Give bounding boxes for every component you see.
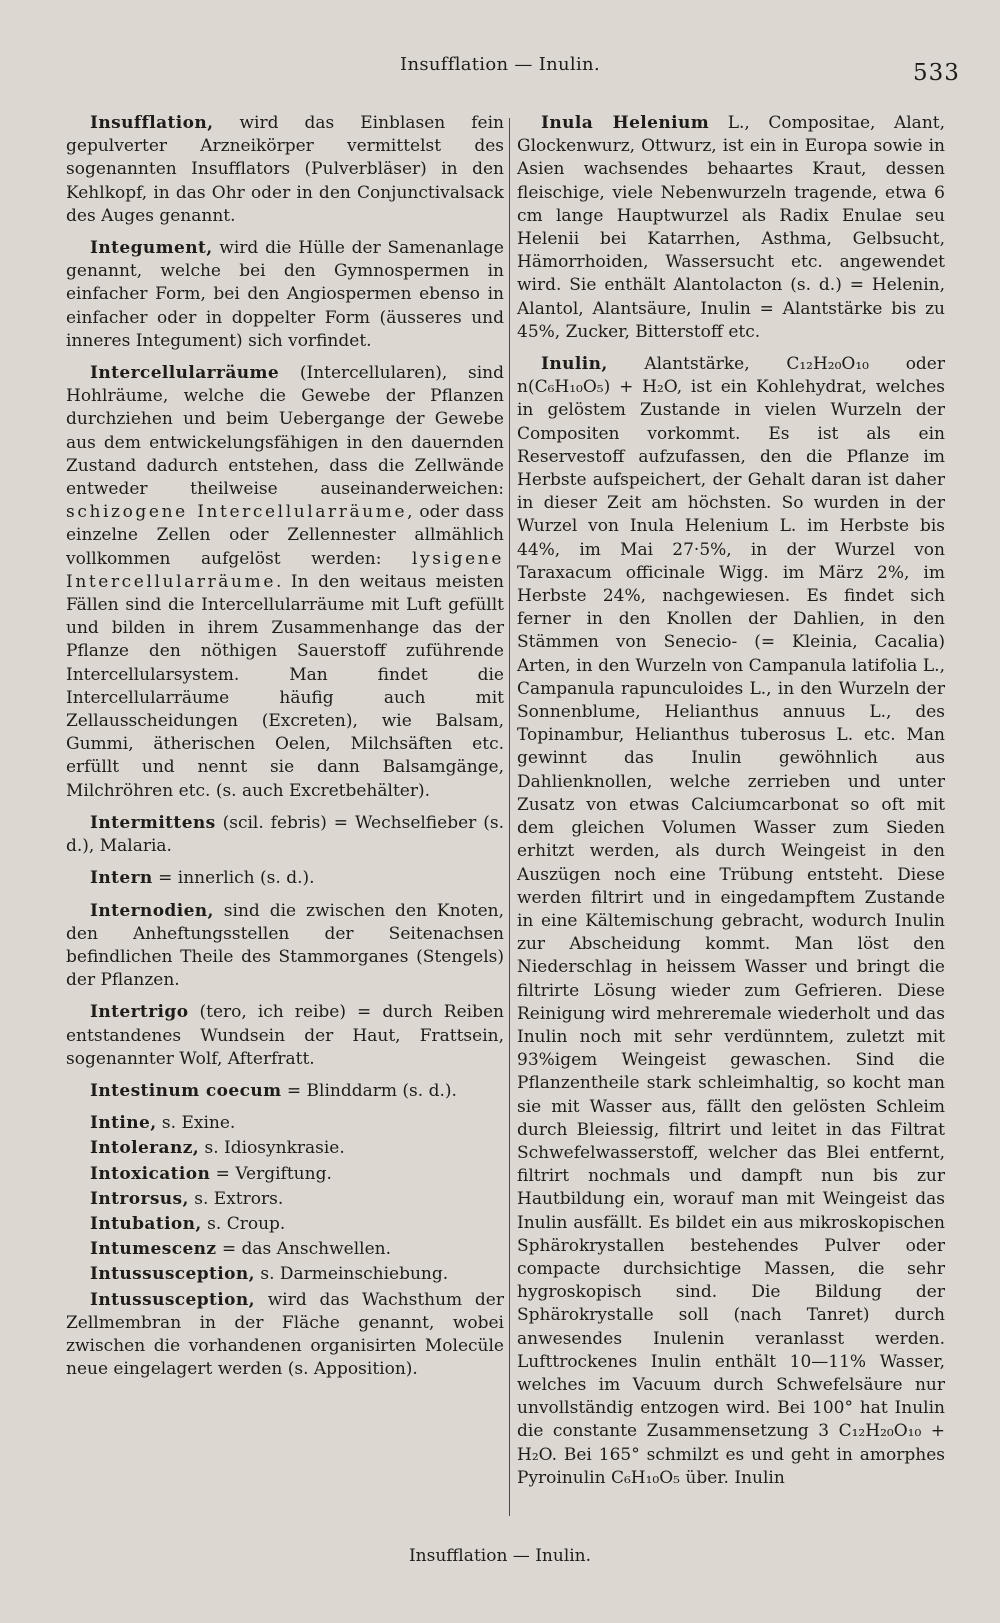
entry-intubation [66,1213,504,1236]
entry-inula-helenium [517,112,945,344]
entry-text: s. Idiosynkrasie. [199,1138,345,1159]
left-column [66,112,504,1390]
entry-text: (tero, ich reibe) = durch Reiben entstandenes Wundsein der Haut, Frattsein, sogenannter Wolf, Afterfratt. [66,1002,504,1069]
entry-text: = innerlich (s. d.). [152,868,315,889]
headword: Intumescenz [90,1239,217,1260]
headword: Intertrigo [90,1002,189,1023]
entry-introrsus [66,1188,504,1211]
entry-text: = Vergiftung. [210,1163,332,1184]
headword: Intercellularräume [90,363,280,384]
entry-text: , oder dass einzelne Zellen oder Zellennester allmählich vollkommen aufgelöst werden: [66,502,504,569]
entry-insufflation [66,112,504,228]
entry-internodien [66,900,504,993]
headword: Inula Helenium [541,113,710,133]
entry-intumescenz [66,1238,504,1261]
entry-text: (Intercellularen), sind Hohlräume, welche die Gewebe der Pflanzen durchziehen und beim Uebergange der Gewebe aus dem entwickelungsfähigen in den dauernden Zustand dadurch entstehen, dass die Zellwände entweder theilweise auseinanderweichen: [66,363,504,500]
entry-text: Alantstärke, C₁₂H₂₀O₁₀ oder n(C₆H₁₀O₅) + H₂O, ist ein Kohlehydrat, welches in gelöstem Zustande in vielen Wurzeln der Compositen vorkommt. Es ist als ein Reservestoff aufzufassen, den die Pflanze im Herbste aufspeichert, der Gehalt daran ist daher in dieser Zeit am höchsten. So wurden in der Wurzel von Inula Helenium L. im Herbste bis 44%, im Mai 27·5%, in der Wurzel von Taraxacum officinale Wigg. im März 2%, im Herbste 24%, nachgewiesen. Es findet sich ferner in den Knollen der Dahlien, in den Stämmen von Senecio- (= Kleinia, Cacalia) Arten, in den Wurzeln von Campanula latifolia L., Campanula rapunculoides L., in den Wurzeln der Sonnenblume, Helianthus annuus L., des Topinambur, Helianthus tuberosus L. etc. Man gewinnt das Inulin gewöhnlich aus Dahlienknollen, welche zerrieben und unter Zusatz von etwas Calciumcarbonat so oft mit dem gleichen Volumen Wasser zum Sieden erhitzt werden, als durch Weingeist in den Auszügen noch eine Trübung entsteht. Diese werden filtrirt und in eingedampftem Zustande in eine Kältemischung gebracht, wodurch Inulin zur Abscheidung kommt. Man löst den Niederschlag in heissem Wasser und bringt die filtrirte Lösung wieder zum Gefrieren. Diese Reinigung wird mehreremale wiederholt und das Inulin noch mit sehr verdünntem, zuletzt mit 93%igem Weingeist gewaschen. Sind die Pflanzentheile stark schleimhaltig, so kocht man sie mit Wasser aus, fällt den gelösten Schleim durch Bleiessig, filtrirt und leitet in das Filtrat Schwefelwasserstoff, welcher das Blei entfernt, filtrirt nochmals und dampft nun bis zur Hautbildung ein, worauf man mit Weingeist das Inulin ausfällt. Es bildet ein aus mikroskopischen Sphärokrystallen bestehendes Pulver oder compacte durchsichtige Massen, die sehr hygroskopisch sind. Die Bildung der Sphärokrystalle soll (nach Tanret) durch anwesendes Inulenin veranlasst werden. Lufttrockenes Inulin enthält 10—11% Wasser, welches im Vacuum durch Schwefelsäure nur unvollständig entzogen wird. Bei 100° hat Inulin die constante Zusammensetzung 3 C₁₂H₂₀O₁₀ + H₂O. Bei 165° schmilzt es und geht in amorphes Pyroinulin C₆H₁₀O₅ über. Inulin [517,354,945,1488]
entry-text: wird das Einblasen fein gepulverter Arzneikörper vermittelst des sogenannten Insufflators (Pulverbläser) in den Kehlkopf, in das Ohr oder in den Conjunctivalsack des Auges genannt. [66,113,504,226]
entry-text: sind die zwischen den Knoten, den Anheftungsstellen der Seitenachsen befindlichen Theile des Stammorganes (Stengels) der Pflanzen. [66,900,504,991]
headword: Intine, [90,1113,157,1134]
emphasized-term: schizogene Intercellularräume [66,502,408,523]
headword: Insufflation, [90,113,214,133]
right-column [517,112,945,1499]
emphasized-term: lysigene Intercellularräume [66,548,504,592]
headword: Intubation, [90,1213,202,1234]
entry-intermittens [66,812,504,858]
entry-text: = Blinddarm (s. d.). [281,1080,457,1101]
headword: Inulin, [541,354,608,375]
entry-text: wird die Hülle der Samenanlage genannt, welche bei den Gymnospermen in einfacher Form, bei den Angiospermen ebenso in einfacher oder in doppelter Form (äusseres und inneres Integument) sich vorfindet. [66,238,504,351]
headword: Intoxication [90,1163,211,1184]
entry-intoxication [66,1163,504,1186]
entry-text: (scil. febris) = Wechselfieber (s. d.), Malaria. [66,812,504,857]
headword: Intussusception, [90,1264,255,1285]
entry-text: . In den weitaus meisten Fällen sind die Intercellularräume mit Luft gefüllt und bilden in ihrem Zusammenhange das der Pflanze den nöthigen Sauerstoff zuführende Intercellularsystem. Man findet die Intercellularräume häufig auch mit Zellausscheidungen (Excreten), wie Balsam, Gummi, ätherischen Oelen, Milchsäften etc. erfüllt und nennt sie dann Balsamgänge, Milchröhren etc. (s. auch Excretbehälter). [66,571,504,801]
entry-intussusception-2 [66,1289,504,1382]
entry-text: = das Anschwellen. [216,1239,391,1260]
entry-integument [66,237,504,353]
headword: Intoleranz, [90,1138,200,1159]
headword: Intern [90,868,153,889]
headword: Introrsus, [90,1188,189,1209]
page-number: 533 [913,60,960,86]
headword: Intestinum coecum [90,1080,282,1101]
entry-intercellularraeume [66,362,504,803]
entry-text: wird das Wachsthum der Zellmembran in der Fläche genannt, wobei zwischen die vorhandenen organisirten Molecüle neue eingelagert werden (s. Apposition). [66,1289,504,1380]
entry-text: s. Darmeinschiebung. [254,1264,449,1285]
entry-text: s. Croup. [201,1213,286,1234]
entry-text: s. Exine. [156,1113,236,1134]
entry-intertrigo [66,1001,504,1071]
entry-inulin [517,353,945,1490]
entry-intussusception-1 [66,1263,504,1286]
entry-text: L., Compositae, Alant, Glockenwurz, Ottwurz, ist ein in Europa sowie in Asien wachsendes behaartes Kraut, dessen fleischige, viele Nebenwurzeln tragende, etwa 6 cm lange Hauptwurzel als Radix Enulae seu Helenii bei Katarrhen, Asthma, Gelbsucht, Hämorrhoiden, Wassersucht etc. angewendet wird. Sie enthält Alantolacton (s. d.) = Helenin, Alantol, Alantsäure, Inulin = Alantstärke bis zu 45%, Zucker, Bitterstoff etc. [517,113,945,342]
entry-intoleranz [66,1137,504,1160]
headword: Internodien, [90,900,214,921]
headword: Intussusception, [90,1289,255,1310]
headword: Integument, [90,238,213,259]
entry-intine [66,1112,504,1135]
column-rule [509,118,510,1516]
headword: Intermittens [90,812,216,833]
running-head: Insufflation — Inulin. [400,54,600,75]
footer-caption: Insufflation — Inulin. [408,1546,592,1566]
entry-text: s. Extrors. [188,1188,284,1209]
entry-intern [66,867,504,890]
entry-intestinum-coecum [66,1080,504,1103]
